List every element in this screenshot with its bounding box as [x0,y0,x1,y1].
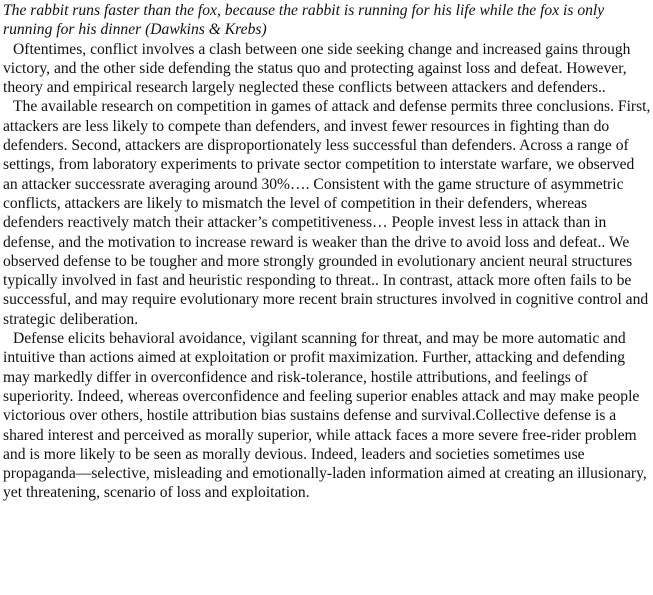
document-body [3,1,651,503]
paragraph-1: Oftentimes, conflict involves a clash between one side seeking change and increased gains through victory, and the other side defending the status quo and protecting against loss and defeat. However, theory and empirical research largely neglected these conflicts between attackers and defenders.. [3,40,631,97]
paragraph-3: Defense elicits behavioral avoidance, vigilant scanning for threat, and may be more automatic and intuitive than actions aimed at exploitation or profit maximization. Further, attacking and defending may markedly differ in overconfidence and risk-tolerance, hostile attributions, and feelings of superiority. Indeed, whereas overconfidence and feeling superior enables attack and may make people victorious over others, hostile attribution bias sustains defense and survival.Collective defense is a shared interest and perceived as morally superior, while attack faces a more severe free-rider problem and is more likely to be seen as morally devious. Indeed, leaders and societies sometimes use propaganda—selective, misleading and emotionally-laden information aimed at creating an illusionary, yet threatening, scenario of loss and exploitation. [3,330,647,502]
paragraph-2: The available research on competition in games of attack and defense permits three conclusions. First, attackers are less likely to compete than defenders, and invest fewer resources in fighting than do defenders. Second, attackers are disproportionately less successful than defenders. Across a range of settings, from laboratory experiments to private sector competition to interstate warfare, we observed an attacker successrate averaging around 30%…. Consistent with the game structure of asymmetric conflicts, attackers are likely to mismatch the level of competition in their defenders, whereas defenders reactively match their attacker’s competitiveness… People invest less in attack than in defense, and the motivation to increase reward is weaker than the drive to avoid loss and defeat.. We observed defense to be tougher and more strongly grounded in evolutionary ancient neural structures typically involved in fast and heuristic responding to threat.. In contrast, attack more often fails to be successful, and may require evolutionary more recent brain structures involved in cognitive control and strategic deliberation. [3,98,651,328]
epigraph-quote: The rabbit runs faster than the fox, because the rabbit is running for his life while the fox is only running for his dinner (Dawkins & Krebs) [3,2,605,39]
